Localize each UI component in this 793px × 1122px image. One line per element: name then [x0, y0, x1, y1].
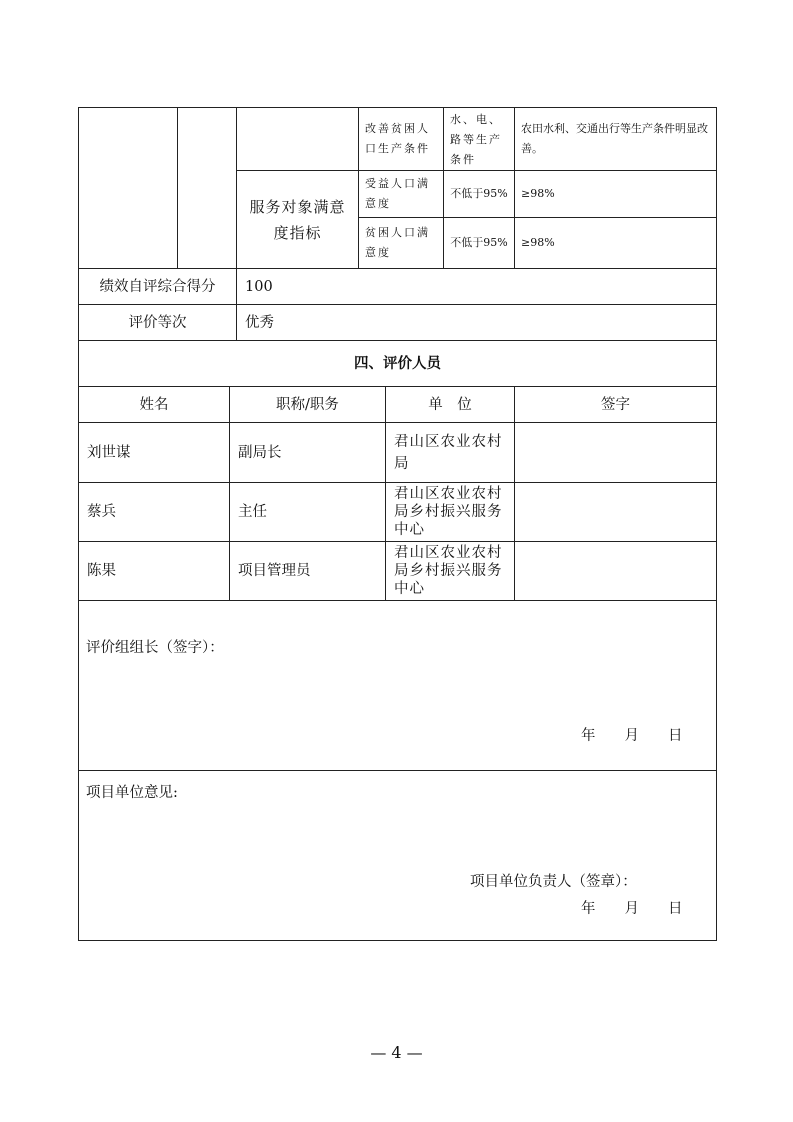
person-title: 项目管理员 [229, 541, 386, 601]
date-label: 年 月 日 [581, 901, 683, 917]
actual-cell: ≥98% [514, 217, 717, 269]
actual-cell: ≥98% [514, 170, 717, 218]
date-label: 年 月 日 [581, 728, 683, 744]
person-name: 蔡兵 [78, 482, 230, 542]
person-unit: 君山区农业农村局乡村振兴服务中心 [385, 482, 515, 542]
person-title: 副局长 [229, 422, 386, 483]
leader-label: 评价组组长（签字）： [86, 640, 224, 656]
section-title: 四、评价人员 [78, 340, 717, 387]
person-unit: 君山区农业农村局 [385, 422, 515, 483]
person-name: 刘世谋 [78, 422, 230, 483]
person-name: 陈果 [78, 541, 230, 601]
leader-signature-box[interactable] [78, 600, 717, 771]
grade-value: 优秀 [236, 304, 717, 341]
header-unit: 单 位 [385, 386, 515, 423]
target-cell: 不低于95% [443, 170, 515, 218]
target-cell: 不低于95% [443, 217, 515, 269]
empty-cell [236, 107, 359, 171]
indicator-cell: 改善贫困人口生产条件 [358, 107, 444, 171]
signature-cell[interactable] [514, 422, 717, 483]
opinion-label: 项目单位意见: [86, 785, 178, 801]
score-label: 绩效自评综合得分 [78, 268, 237, 305]
page-number: — 4 — [370, 1043, 423, 1062]
empty-cell [177, 107, 237, 269]
indicator-cell: 受益人口满意度 [358, 170, 444, 218]
person-title: 主任 [229, 482, 386, 542]
grade-label: 评价等次 [78, 304, 237, 341]
responsible-label: 项目单位负责人（签章）： [470, 874, 637, 890]
satisfaction-label: 服务对象满意度指标 [236, 170, 359, 269]
header-signature: 签字 [514, 386, 717, 423]
signature-cell[interactable] [514, 541, 717, 601]
score-value: 100 [236, 268, 717, 305]
header-name: 姓名 [78, 386, 230, 423]
header-title: 职称/职务 [229, 386, 386, 423]
actual-cell: 农田水利、交通出行等生产条件明显改善。 [514, 107, 717, 171]
signature-cell[interactable] [514, 482, 717, 542]
empty-cell [78, 107, 178, 269]
indicator-cell: 贫困人口满意度 [358, 217, 444, 269]
person-unit: 君山区农业农村局乡村振兴服务中心 [385, 541, 515, 601]
target-cell: 水、电、路等生产条件 [443, 107, 515, 171]
